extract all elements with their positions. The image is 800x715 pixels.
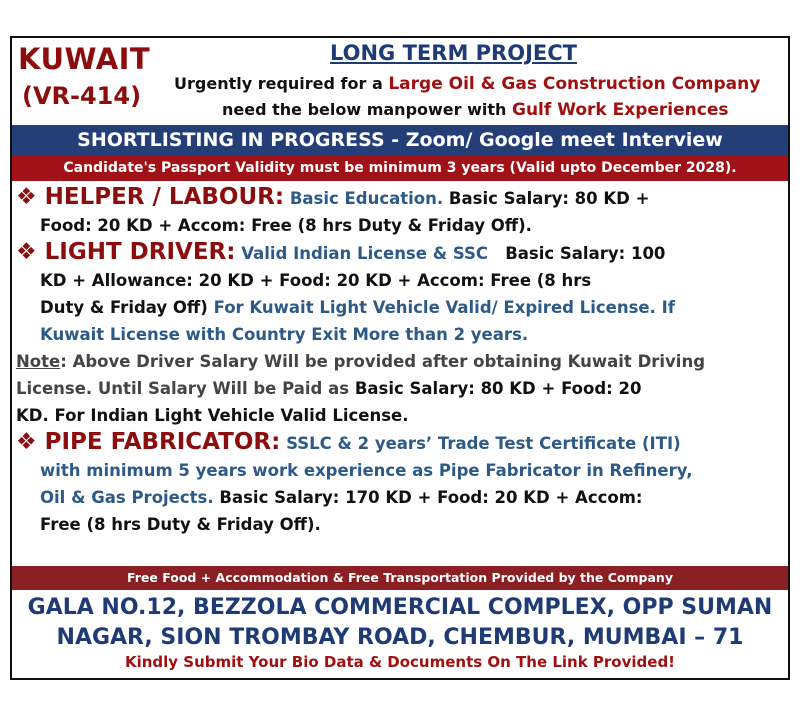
job-list	[16, 184, 786, 538]
note-text-1: : Above Driver Salary Will be provided after obtaining Kuwait Driving	[60, 352, 706, 371]
driver-note-b: Kuwait License with Country Exit More than 2 years.	[40, 325, 529, 344]
requirement-line-1	[174, 74, 760, 94]
driver-line-3	[16, 294, 786, 321]
submit-instruction: Kindly Submit Your Bio Data & Documents On The Link Provided!	[124, 653, 676, 671]
requirement-line-2	[222, 100, 728, 120]
poster-header	[12, 38, 788, 125]
driver-requirement: Valid Indian License & SSC	[241, 244, 488, 263]
address-line-2: NAGAR, SION TROMBAY ROAD, CHEMBUR, MUMBAI – 71	[56, 625, 744, 650]
company-type: Large Oil & Gas Construction Company	[388, 74, 761, 94]
pipe-requirement-a: SSLC & 2 years’ Trade Test Certificate (ITI)	[286, 434, 681, 453]
note-text-2a: License. Until Salary Will be Paid as	[16, 379, 350, 398]
helper-salary-b: Food: 20 KD + Accom: Free (8 hrs Duty & Friday Off).	[40, 216, 532, 235]
helper-title: ❖ HELPER / LABOUR:	[16, 184, 285, 210]
requirement-prefix: Urgently required for a	[174, 74, 383, 93]
note-text-2b: Basic Salary: 80 KD + Food: 20	[354, 379, 642, 398]
country-title: KUWAIT	[18, 42, 151, 76]
project-title: LONG TERM PROJECT	[330, 41, 577, 65]
pipe-line-1	[16, 429, 786, 457]
passport-banner: Candidate's Passport Validity must be minimum 3 years (Valid upto December 2028).	[12, 156, 788, 181]
driver-salary-a: Basic Salary: 100	[505, 244, 666, 263]
pipe-salary-b: Free (8 hrs Duty & Friday Off).	[40, 515, 321, 534]
helper-salary-a: Basic Salary: 80 KD +	[448, 189, 650, 208]
helper-line-1	[16, 184, 786, 212]
office-address	[12, 593, 788, 653]
address-line-1: GALA NO.12, BEZZOLA COMMERCIAL COMPLEX, OPP SUMAN	[27, 595, 773, 620]
note-text-3: KD. For Indian Light Vehicle Valid License.	[16, 406, 409, 425]
experience-requirement: Gulf Work Experiences	[512, 100, 729, 120]
driver-salary-b: KD + Allowance: 20 KD + Food: 20 KD + Accom: Free (8 hrs	[40, 271, 592, 290]
vacancy-code: (VR-414)	[22, 82, 142, 110]
helper-education: Basic Education.	[289, 189, 444, 208]
driver-note-a: For Kuwait Light Vehicle Valid/ Expired License. If	[213, 298, 675, 317]
job-poster	[10, 36, 790, 680]
driver-line-1	[16, 239, 786, 267]
benefits-banner: Free Food + Accommodation & Free Transportation Provided by the Company	[12, 566, 788, 590]
note-line-1	[16, 348, 786, 375]
pipe-requirement-b: with minimum 5 years work experience as Pipe Fabricator in Refinery,	[40, 461, 693, 480]
pipe-line-3	[16, 484, 786, 511]
driver-title: ❖ LIGHT DRIVER:	[16, 239, 236, 265]
note-label: Note	[16, 352, 61, 371]
shortlisting-banner: SHORTLISTING IN PROGRESS - Zoom/ Google meet Interview	[12, 125, 788, 156]
driver-salary-c: Duty & Friday Off)	[40, 298, 208, 317]
pipe-requirement-c: Oil & Gas Projects.	[40, 488, 214, 507]
pipe-salary-a: Basic Salary: 170 KD + Food: 20 KD + Accom:	[219, 488, 643, 507]
pipe-title: ❖ PIPE FABRICATOR:	[16, 429, 281, 455]
note-line-2	[16, 375, 786, 402]
requirement-line-2-prefix: need the below manpower with	[222, 100, 507, 119]
